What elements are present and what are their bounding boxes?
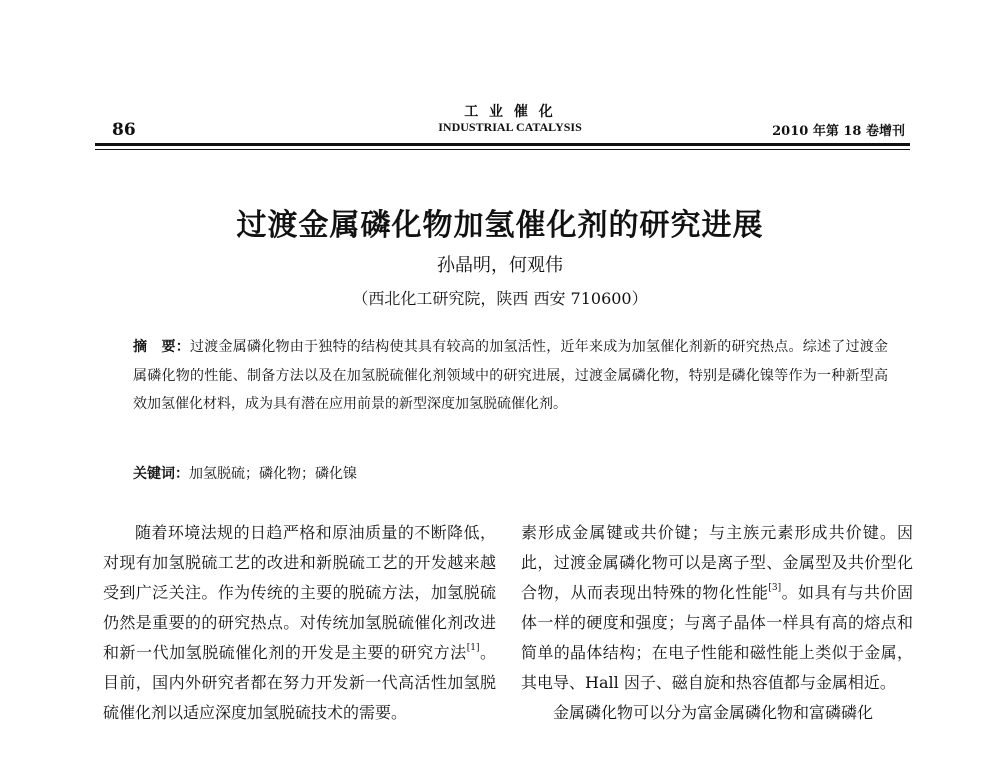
header-rule-thick [95, 143, 910, 146]
keywords [133, 460, 888, 488]
body-paragraph [103, 518, 496, 728]
keywords-label: 关键词： [133, 466, 189, 482]
citation-ref-1: [1] [466, 643, 480, 653]
paragraph-text: 素形成金属键或共价键；与主族元素形成共价键。因此，过渡金属磷化物可以是离子型、金属型及共价型化合物，从而表现出特殊的物化性能 [521, 523, 913, 602]
paragraph-text: 。如具有与共价固体一样的硬度和强度；与离子晶体一样具有高的熔点和简单的晶体结构；在电子性能和磁性能上类似于金属，其电导、Hall 因子、磁自旋和热容值都与金属相近。 [521, 583, 913, 692]
body-paragraph [521, 518, 913, 698]
journal-name-en: INDUSTRIAL CATALYSIS [438, 120, 582, 134]
citation-ref-3: [3] [768, 583, 782, 593]
journal-name-cn: 工 业 催 化 [464, 104, 556, 120]
paragraph-text: 随着环境法规的日趋严格和原油质量的不断降低，对现有加氢脱硫工艺的改进和新脱硫工艺的开发越来越受到广泛关注。作为传统的主要的脱硫方法，加氢脱硫仍然是重要的的研究热点。对传统加氢脱硫催化剂改进和新一代加氢脱硫催化剂的开发是主要的研究方法 [103, 523, 496, 662]
issue-info: 2010 年第 18 卷增刊 [772, 124, 905, 139]
header-rule-thin [95, 149, 910, 150]
body-paragraph: 金属磷化物可以分为富金属磷化物和富磷磷化 [553, 703, 874, 722]
abstract [133, 333, 888, 419]
abstract-label: 摘 要： [133, 339, 190, 355]
article-authors: 孙晶明，何观伟 [437, 255, 563, 276]
article-affiliation: （西北化工研究院，陕西 西安 710600） [352, 289, 648, 308]
article-title: 过渡金属磷化物加氢催化剂的研究进展 [236, 208, 764, 243]
body-column-left [103, 518, 496, 728]
paragraph-text: 。目前，国内外研究者都在努力开发新一代高活性加氢脱硫催化剂以适应深度加氢脱硫技术的需要。 [103, 643, 496, 722]
page-number: 86 [112, 120, 136, 140]
abstract-text: 过渡金属磷化物由于独特的结构使其具有较高的加氢活性，近年来成为加氢催化剂新的研究热点。综述了过渡金属磷化物的性能、制备方法以及在加氢脱硫催化剂领域中的研究进展，过渡金属磷化物，特别是磷化镍等作为一种新型高效加氢催化材料，成为具有潜在应用前景的新型深度加氢脱硫催化剂。 [133, 339, 888, 412]
keywords-text: 加氢脱硫；磷化物；磷化镍 [189, 466, 357, 482]
body-column-right [521, 518, 913, 728]
